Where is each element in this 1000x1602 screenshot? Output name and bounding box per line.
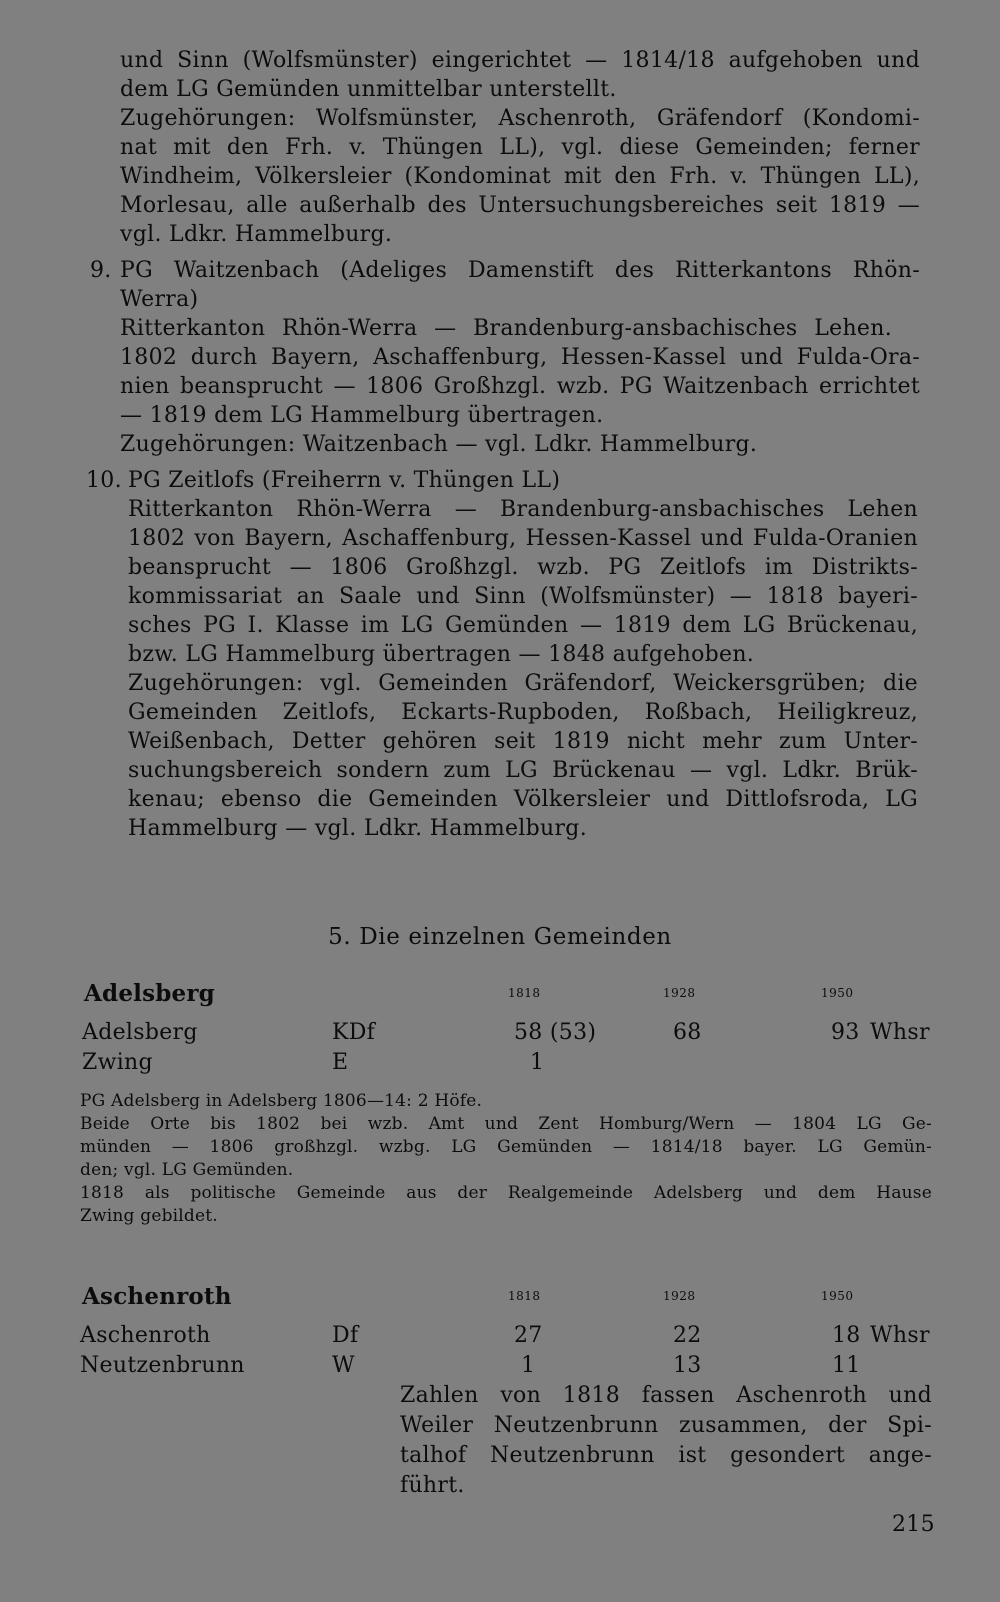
text-line: und Sinn (Wolfsmünster) eingerichtet — 1814/18 aufgehoben und — [120, 48, 920, 73]
value-1818: 58 (53) — [514, 1020, 597, 1045]
text-line: PG Zeitlofs (Freiherrn v. Thüngen LL) — [128, 468, 561, 493]
value-1928: 68 — [673, 1020, 702, 1045]
text-line: Zugehörungen: vgl. Gemeinden Gräfendorf, Weickersgrüben; die — [128, 671, 918, 696]
text-line: Werra) — [120, 287, 199, 312]
text-line: kommissariat an Saale und Sinn (Wolfsmünster) — 1818 bayeri- — [128, 584, 918, 609]
text-line: Windheim, Völkersleier (Kondominat mit den Frh. v. Thüngen LL), — [120, 164, 920, 189]
unit-label: Whsr — [870, 1020, 930, 1045]
value-1950: 93 — [831, 1020, 860, 1045]
text-line: nat mit den Frh. v. Thüngen LL), vgl. diese Gemeinden; ferner — [120, 135, 920, 160]
place-type: KDf — [332, 1020, 376, 1045]
text-line: vgl. Ldkr. Hammelburg. — [120, 222, 393, 247]
municipality-title: Aschenroth — [82, 1283, 232, 1310]
year-header: 1928 — [663, 986, 696, 1000]
note-line: talhof Neutzenbrunn ist gesondert ange- — [400, 1443, 932, 1468]
section-heading: 5. Die einzelnen Gemeinden — [328, 924, 672, 950]
place-type: Df — [332, 1323, 359, 1348]
text-line: beansprucht — 1806 Großhzgl. wzb. PG Zeitlofs im Distrikts- — [128, 555, 918, 580]
value-1928: 22 — [673, 1323, 702, 1348]
value-1818: 1 — [530, 1050, 545, 1075]
note-line: den; vgl. LG Gemünden. — [80, 1160, 294, 1180]
note-line: Zahlen von 1818 fassen Aschenroth und — [400, 1383, 932, 1408]
place-name: Zwing — [82, 1050, 153, 1075]
text-line: Zugehörungen: Wolfsmünster, Aschenroth, Gräfendorf (Kondomi- — [120, 106, 920, 131]
value-1818: 1 — [521, 1353, 536, 1378]
note-line: Weiler Neutzenbrunn zusammen, der Spi- — [400, 1413, 932, 1438]
text-line: suchungsbereich sondern zum LG Brückenau — vgl. Ldkr. Brük- — [128, 758, 918, 783]
text-line: dem LG Gemünden unmittelbar unterstellt. — [120, 77, 617, 102]
text-line: kenau; ebenso die Gemeinden Völkersleier und Dittlofsroda, LG — [128, 787, 918, 812]
year-header: 1950 — [821, 986, 854, 1000]
note-line: PG Adelsberg in Adelsberg 1806—14: 2 Höfe. — [80, 1091, 483, 1111]
note-line: Beide Orte bis 1802 bei wzb. Amt und Zent Homburg/Wern — 1804 LG Ge- — [80, 1114, 932, 1134]
value-1818: 27 — [514, 1323, 543, 1348]
text-line: Ritterkanton Rhön-Werra — Brandenburg-ansbachisches Lehen. — [120, 316, 892, 341]
year-header: 1818 — [508, 1289, 541, 1303]
place-name: Aschenroth — [80, 1323, 211, 1348]
text-line: Ritterkanton Rhön-Werra — Brandenburg-ansbachisches Lehen — [128, 497, 918, 522]
unit-label: Whsr — [870, 1323, 930, 1348]
note-line: 1818 als politische Gemeinde aus der Realgemeinde Adelsberg und dem Hause — [80, 1183, 932, 1203]
page-number: 215 — [892, 1512, 935, 1537]
text-line: bzw. LG Hammelburg übertragen — 1848 aufgehoben. — [128, 642, 755, 667]
place-name: Neutzenbrunn — [80, 1353, 245, 1378]
place-type: W — [332, 1353, 355, 1378]
year-header: 1928 — [663, 1289, 696, 1303]
text-line: sches PG I. Klasse im LG Gemünden — 1819 dem LG Brückenau, — [128, 613, 918, 638]
municipality-title: Adelsberg — [84, 980, 215, 1007]
text-line: nien beansprucht — 1806 Großhzgl. wzb. PG Waitzenbach errichtet — [120, 374, 920, 399]
item-number: 9. — [90, 258, 112, 283]
value-1950: 11 — [832, 1353, 861, 1378]
year-header: 1818 — [508, 986, 541, 1000]
text-line: 1802 durch Bayern, Aschaffenburg, Hessen-Kassel und Fulda-Ora- — [120, 345, 920, 370]
place-type: E — [332, 1050, 349, 1075]
note-line: münden — 1806 großhzgl. wzbg. LG Gemünden — 1814/18 bayer. LG Gemün- — [80, 1137, 932, 1157]
text-line: Gemeinden Zeitlofs, Eckarts-Rupboden, Roßbach, Heiligkreuz, — [128, 700, 918, 725]
text-line: PG Waitzenbach (Adeliges Damenstift des Ritterkantons Rhön- — [120, 258, 920, 283]
text-line: Hammelburg — vgl. Ldkr. Hammelburg. — [128, 816, 587, 841]
text-line: — 1819 dem LG Hammelburg übertragen. — [120, 403, 604, 428]
note-line: führt. — [400, 1473, 465, 1498]
value-1950: 18 — [832, 1323, 861, 1348]
year-header: 1950 — [821, 1289, 854, 1303]
note-line: Zwing gebildet. — [80, 1206, 218, 1226]
text-line: Weißenbach, Detter gehören seit 1819 nicht mehr zum Unter- — [128, 729, 918, 754]
place-name: Adelsberg — [82, 1020, 198, 1045]
text-line: Morlesau, alle außerhalb des Untersuchungsbereiches seit 1819 — — [120, 193, 920, 218]
value-1928: 13 — [673, 1353, 702, 1378]
text-line: 1802 von Bayern, Aschaffenburg, Hessen-Kassel und Fulda-Oranien — [128, 526, 918, 551]
text-line: Zugehörungen: Waitzenbach — vgl. Ldkr. Hammelburg. — [120, 432, 758, 457]
item-number: 10. — [86, 468, 122, 493]
